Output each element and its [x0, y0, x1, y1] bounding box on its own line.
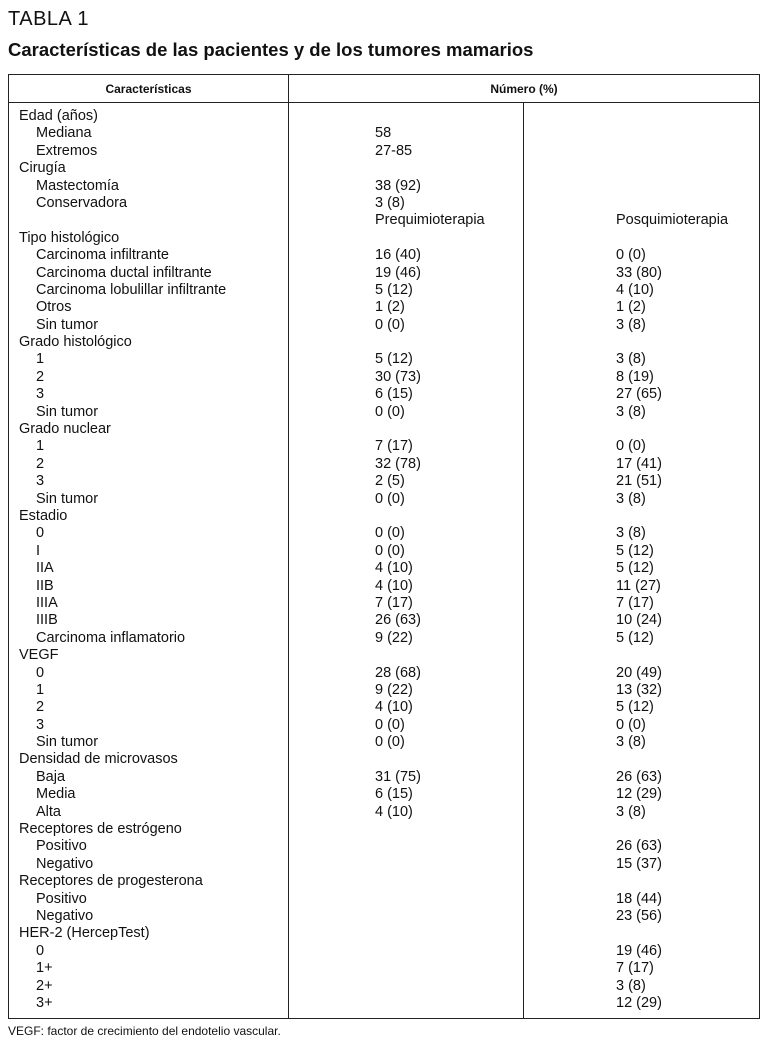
row-pre-value: 16 (40)	[375, 247, 421, 264]
row-post-value: 0 (0)	[616, 247, 646, 264]
row-post-value: 33 (80)	[616, 264, 662, 281]
row-pre-value: 6 (15)	[375, 386, 413, 403]
table-row	[0, 578, 775, 595]
row-post-value: 26 (63)	[616, 838, 662, 855]
table-row	[0, 386, 775, 403]
table-row	[0, 560, 775, 577]
row-pre-value: 0 (0)	[375, 403, 405, 420]
row-post-value: 19 (46)	[616, 942, 662, 959]
row-label: VEGF	[19, 647, 59, 664]
row-label: Receptores de progesterona	[19, 873, 203, 890]
row-pre-value: 4 (10)	[375, 803, 413, 820]
table-row	[0, 682, 775, 699]
row-post-value: 13 (32)	[616, 681, 662, 698]
row-pre-value: 32 (78)	[375, 455, 421, 472]
row-label: Positivo	[36, 838, 87, 855]
row-pre-value: Prequimioterapia	[375, 212, 485, 229]
row-label: Sin tumor	[36, 316, 99, 333]
row-post-value: 3 (8)	[616, 734, 646, 751]
row-label: Mastectomía	[36, 177, 119, 194]
column-header-number: Número (%)	[490, 82, 558, 96]
row-label: 3	[36, 716, 45, 733]
table-row	[0, 612, 775, 629]
row-pre-value: 0 (0)	[375, 716, 405, 733]
table-row	[0, 230, 775, 247]
row-pre-value: 9 (22)	[375, 681, 413, 698]
row-post-value: 4 (10)	[616, 281, 654, 298]
row-pre-value: 30 (73)	[375, 368, 421, 385]
row-post-value: 5 (12)	[616, 542, 654, 559]
table-row	[0, 265, 775, 282]
row-post-value: 3 (8)	[616, 351, 646, 368]
row-post-value: 1 (2)	[616, 299, 646, 316]
table-row	[0, 299, 775, 316]
row-label: Grado nuclear	[19, 421, 111, 438]
row-label: Carcinoma inflamatorio	[36, 629, 186, 646]
row-post-value: 20 (49)	[616, 664, 662, 681]
row-post-value: Posquimioterapia	[616, 212, 729, 229]
table-row	[0, 699, 775, 716]
row-label: 2	[36, 699, 45, 716]
row-post-value: 11 (27)	[616, 577, 661, 594]
row-pre-value: 2 (5)	[375, 473, 405, 490]
table-row	[0, 160, 775, 177]
table-row	[0, 351, 775, 368]
row-post-value: 3 (8)	[616, 803, 646, 820]
table-row	[0, 195, 775, 212]
table-title: Características de las pacientes y de los tumores mamarios	[8, 39, 534, 60]
row-pre-value: 38 (92)	[375, 177, 421, 194]
row-label: 3	[36, 473, 45, 490]
table-row	[0, 943, 775, 960]
row-label: IIIA	[36, 594, 58, 611]
row-pre-value: 7 (17)	[375, 438, 413, 455]
row-label: 2	[36, 455, 45, 472]
table-row	[0, 630, 775, 647]
table-row	[0, 769, 775, 786]
row-pre-value: 31 (75)	[375, 768, 421, 785]
table-row	[0, 925, 775, 942]
row-label: IIA	[36, 560, 54, 577]
row-post-value: 21 (51)	[616, 473, 662, 490]
row-pre-value: 9 (22)	[375, 629, 413, 646]
table-row	[0, 404, 775, 421]
row-post-value: 5 (12)	[616, 699, 654, 716]
table-row	[0, 960, 775, 977]
header-divider	[9, 102, 759, 103]
row-label: HER-2 (HercepTest)	[19, 925, 150, 942]
table-row	[0, 508, 775, 525]
row-label: Baja	[36, 768, 66, 785]
table-label: TABLA 1	[8, 8, 89, 30]
row-post-value: 7 (17)	[616, 594, 654, 611]
row-post-value: 27 (65)	[616, 386, 662, 403]
row-label: 1	[36, 438, 45, 455]
row-label: IIB	[36, 577, 54, 594]
row-label: Estadio	[19, 507, 68, 524]
table-row	[0, 247, 775, 264]
table-row	[0, 786, 775, 803]
row-label: Cirugía	[19, 160, 66, 177]
row-post-value: 8 (19)	[616, 368, 654, 385]
row-post-value: 3 (8)	[616, 977, 646, 994]
row-pre-value: 3 (8)	[375, 194, 405, 211]
table-row	[0, 873, 775, 890]
row-label: 3+	[36, 994, 53, 1011]
table-row	[0, 995, 775, 1012]
table-row	[0, 891, 775, 908]
row-label: Negativo	[36, 855, 94, 872]
table-row	[0, 369, 775, 386]
table-row	[0, 334, 775, 351]
row-pre-value: 5 (12)	[375, 281, 413, 298]
row-label: 0	[36, 942, 45, 959]
row-label: Negativo	[36, 907, 94, 924]
row-post-value: 23 (56)	[616, 907, 662, 924]
row-label: 1	[36, 681, 45, 698]
row-pre-value: 0 (0)	[375, 734, 405, 751]
row-post-value: 12 (29)	[616, 786, 662, 803]
row-post-value: 10 (24)	[616, 612, 662, 629]
row-label: 2+	[36, 977, 53, 994]
row-label: Grado histológico	[19, 334, 132, 351]
table-row	[0, 212, 775, 229]
row-label: IIIB	[36, 612, 58, 629]
table-row	[0, 595, 775, 612]
table-row	[0, 838, 775, 855]
row-pre-value: 58	[375, 125, 392, 142]
row-label: Sin tumor	[36, 490, 99, 507]
row-label: Alta	[36, 803, 61, 820]
row-label: 2	[36, 368, 45, 385]
row-post-value: 26 (63)	[616, 768, 662, 785]
row-label: Receptores de estrógeno	[19, 821, 182, 838]
row-label: 1+	[36, 960, 53, 977]
table-row	[0, 978, 775, 995]
row-pre-value: 19 (46)	[375, 264, 421, 281]
table-row	[0, 525, 775, 542]
row-pre-value: 1 (2)	[375, 299, 405, 316]
row-post-value: 3 (8)	[616, 490, 646, 507]
column-header-characteristics: Características	[105, 82, 192, 96]
row-pre-value: 28 (68)	[375, 664, 421, 681]
row-label: 0	[36, 525, 45, 542]
row-post-value: 3 (8)	[616, 403, 646, 420]
row-label: Carcinoma lobulillar infiltrante	[36, 281, 227, 298]
row-label: Carcinoma infiltrante	[36, 247, 169, 264]
row-post-value: 15 (37)	[616, 855, 662, 872]
row-pre-value: 6 (15)	[375, 786, 413, 803]
row-label: Media	[36, 786, 76, 803]
row-pre-value: 4 (10)	[375, 577, 413, 594]
table-row	[0, 178, 775, 195]
table-row	[0, 143, 775, 160]
row-label: 3	[36, 386, 45, 403]
footnote: VEGF: factor de crecimiento del endotelio vascular.	[8, 1024, 281, 1038]
row-label: Conservadora	[36, 194, 128, 211]
table-row	[0, 734, 775, 751]
row-label: I	[36, 542, 41, 559]
row-post-value: 3 (8)	[616, 316, 646, 333]
row-label: Densidad de microvasos	[19, 751, 178, 768]
row-post-value: 5 (12)	[616, 560, 654, 577]
row-pre-value: 0 (0)	[375, 490, 405, 507]
row-post-value: 18 (44)	[616, 890, 662, 907]
table-row	[0, 751, 775, 768]
row-label: Otros	[36, 299, 72, 316]
row-label: Extremos	[36, 142, 98, 159]
row-post-value: 7 (17)	[616, 960, 654, 977]
row-label: Positivo	[36, 890, 87, 907]
table-row	[0, 856, 775, 873]
table-row	[0, 421, 775, 438]
table-row	[0, 438, 775, 455]
row-label: Tipo histológico	[19, 229, 120, 246]
row-label: Carcinoma ductal infiltrante	[36, 264, 212, 281]
row-pre-value: 0 (0)	[375, 525, 405, 542]
table-row	[0, 473, 775, 490]
row-post-value: 5 (12)	[616, 629, 654, 646]
table-row	[0, 125, 775, 142]
table-row	[0, 282, 775, 299]
row-label: 0	[36, 664, 45, 681]
table-row	[0, 491, 775, 508]
row-label: Sin tumor	[36, 403, 99, 420]
row-pre-value: 27-85	[375, 142, 413, 159]
row-label: Sin tumor	[36, 734, 99, 751]
row-label: Mediana	[36, 125, 92, 142]
row-pre-value: 0 (0)	[375, 316, 405, 333]
table-row	[0, 717, 775, 734]
row-post-value: 12 (29)	[616, 994, 662, 1011]
row-post-value: 17 (41)	[616, 455, 662, 472]
table-row	[0, 108, 775, 125]
table-row	[0, 647, 775, 664]
row-pre-value: 0 (0)	[375, 542, 405, 559]
table-body	[0, 108, 775, 1012]
row-label: Edad (años)	[19, 108, 98, 124]
table-row	[0, 317, 775, 334]
row-post-value: 3 (8)	[616, 525, 646, 542]
table-row	[0, 908, 775, 925]
table-row	[0, 543, 775, 560]
row-label: 1	[36, 351, 45, 368]
table-row	[0, 821, 775, 838]
row-pre-value: 7 (17)	[375, 594, 413, 611]
row-post-value: 0 (0)	[616, 438, 646, 455]
row-pre-value: 4 (10)	[375, 699, 413, 716]
row-post-value: 0 (0)	[616, 716, 646, 733]
row-pre-value: 5 (12)	[375, 351, 413, 368]
row-pre-value: 26 (63)	[375, 612, 421, 629]
table-row	[0, 804, 775, 821]
table-row	[0, 456, 775, 473]
row-pre-value: 4 (10)	[375, 560, 413, 577]
table-row	[0, 665, 775, 682]
